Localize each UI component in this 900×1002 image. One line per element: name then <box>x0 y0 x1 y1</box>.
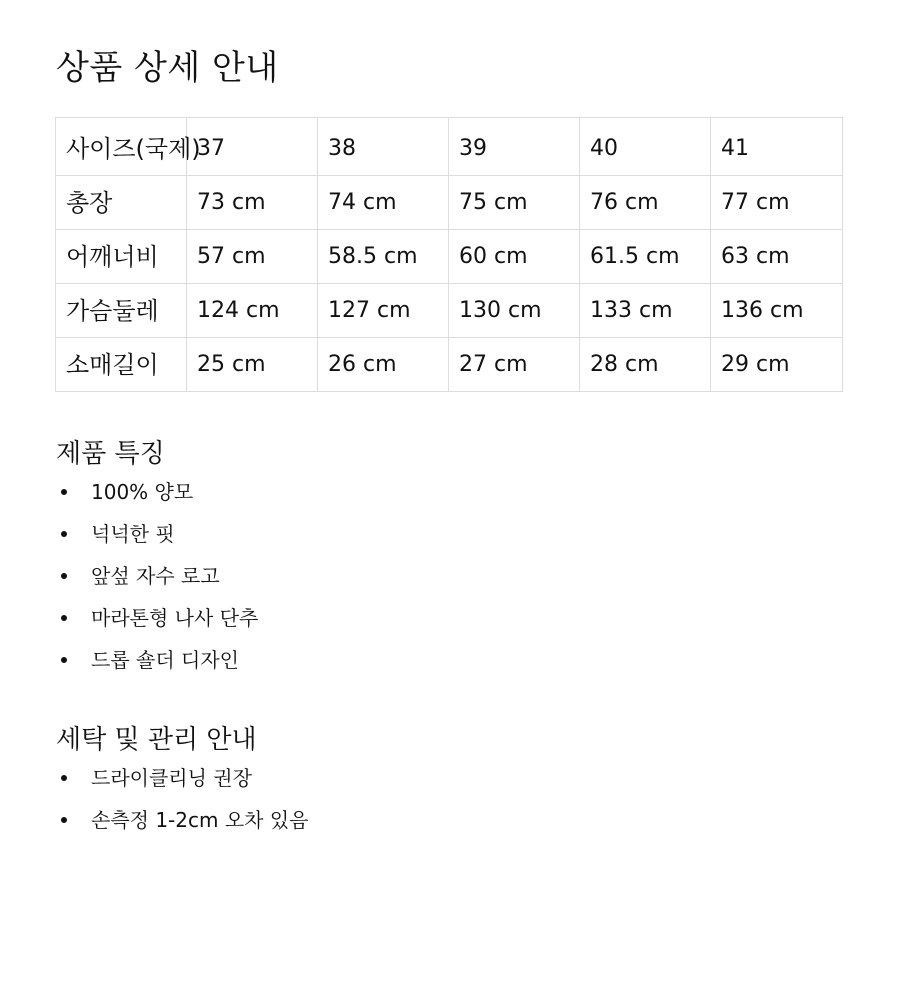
bullet-icon <box>61 531 67 537</box>
table-cell: 77 cm <box>711 176 843 230</box>
table-cell: 136 cm <box>711 284 843 338</box>
row-label-sleeve-length: 소매길이 <box>56 338 187 392</box>
features-list <box>56 479 842 689</box>
bullet-icon <box>61 489 67 495</box>
table-row <box>56 176 843 230</box>
table-row <box>56 338 843 392</box>
table-cell: 73 cm <box>187 176 318 230</box>
table-cell: 61.5 cm <box>580 230 711 284</box>
table-cell: 29 cm <box>711 338 843 392</box>
size-header-cell: 38 <box>318 118 449 176</box>
list-item <box>56 521 842 563</box>
bullet-icon <box>61 615 67 621</box>
table-row <box>56 284 843 338</box>
bullet-icon <box>61 573 67 579</box>
bullet-icon <box>61 657 67 663</box>
list-item <box>56 563 842 605</box>
list-item <box>56 479 842 521</box>
size-header-cell: 39 <box>449 118 580 176</box>
table-cell: 27 cm <box>449 338 580 392</box>
list-item-text: 드롭 숄더 디자인 <box>91 648 239 672</box>
bullet-icon <box>61 775 67 781</box>
features-title: 제품 특징 <box>56 439 165 469</box>
row-label-total-length: 총장 <box>56 176 187 230</box>
size-header-label: 사이즈(국제) <box>56 118 187 176</box>
table-cell: 74 cm <box>318 176 449 230</box>
table-cell: 26 cm <box>318 338 449 392</box>
size-header-cell: 40 <box>580 118 711 176</box>
table-cell: 75 cm <box>449 176 580 230</box>
list-item <box>56 647 842 689</box>
list-item-text: 앞섶 자수 로고 <box>91 564 220 588</box>
list-item-text: 드라이클리닝 권장 <box>91 766 252 790</box>
table-cell: 60 cm <box>449 230 580 284</box>
table-cell: 28 cm <box>580 338 711 392</box>
list-item-text: 손측정 1-2cm 오차 있음 <box>91 808 309 832</box>
bullet-icon <box>61 817 67 823</box>
size-table <box>55 117 843 392</box>
size-table-header-row <box>56 118 843 176</box>
table-cell: 58.5 cm <box>318 230 449 284</box>
features-section <box>56 437 842 689</box>
table-cell: 124 cm <box>187 284 318 338</box>
table-row <box>56 230 843 284</box>
table-cell: 130 cm <box>449 284 580 338</box>
row-label-shoulder-width: 어깨너비 <box>56 230 187 284</box>
list-item-text: 넉넉한 핏 <box>91 522 175 546</box>
care-title: 세탁 및 관리 안내 <box>56 725 257 755</box>
size-header-cell: 37 <box>187 118 318 176</box>
list-item-text: 100% 양모 <box>91 480 194 504</box>
list-item <box>56 605 842 647</box>
list-item-text: 마라톤형 나사 단추 <box>91 606 259 630</box>
table-cell: 133 cm <box>580 284 711 338</box>
table-cell: 76 cm <box>580 176 711 230</box>
row-label-chest: 가슴둘레 <box>56 284 187 338</box>
size-header-cell: 41 <box>711 118 843 176</box>
table-cell: 63 cm <box>711 230 843 284</box>
page-title: 상품 상세 안내 <box>56 48 279 88</box>
care-section <box>56 723 842 849</box>
table-cell: 57 cm <box>187 230 318 284</box>
list-item <box>56 807 842 849</box>
list-item <box>56 765 842 807</box>
care-list <box>56 765 842 849</box>
table-cell: 127 cm <box>318 284 449 338</box>
table-cell: 25 cm <box>187 338 318 392</box>
